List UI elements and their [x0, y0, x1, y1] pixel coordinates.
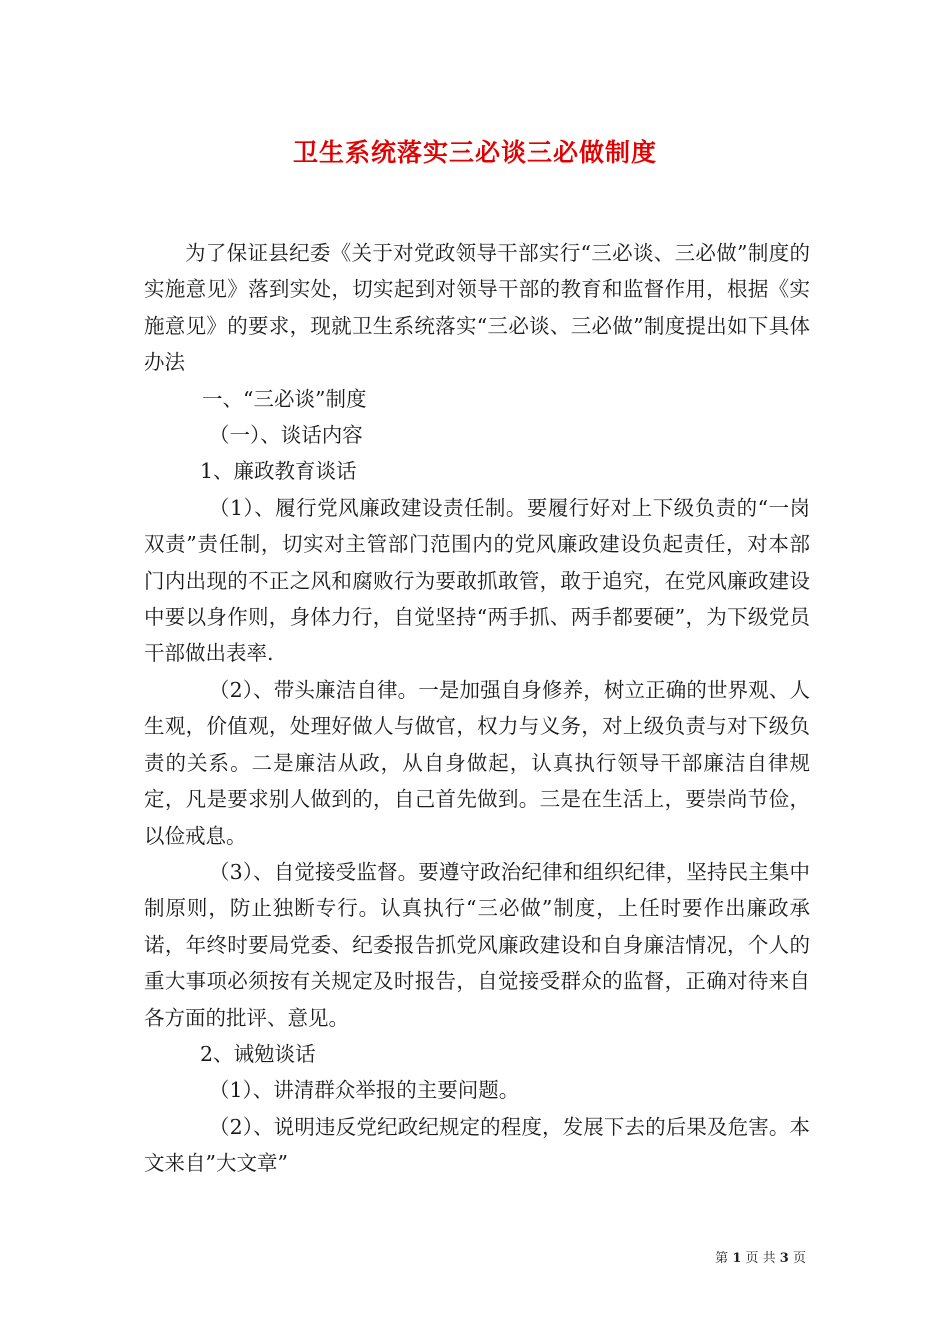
- item-heading-2: 2、诫勉谈话: [200, 1041, 316, 1066]
- paragraph-item-1-3: （3）、自觉接受监督。要遵守政治纪律和组织纪律，坚持民主集中制原则，防止独断专行。认真执行“三必做”制度，上任时要作出廉政承诺，年终时要局党委、纪委报告抓党风廉政建设和自身廉洁情况，个人的重大事项必须按有关规定及时报告，自觉接受群众的监督，正确对待来自各方面的批评、意见。: [144, 859, 810, 1030]
- footer-total-pages: 3: [779, 1251, 789, 1266]
- paragraph-item-1-2: （2）、带头廉洁自律。一是加强自身修养，树立正确的世界观、人生观，价值观，处理好做人与做官，权力与义务，对上级负责与对下级负责的关系。二是廉洁从政，从自身做起，认真执行领导干部廉洁自律规定，凡是要求别人做到的，自己首先做到。三是在生活上，要崇尚节俭，以俭戒息。: [144, 677, 810, 848]
- footer-suffix: 页: [792, 1251, 806, 1266]
- section-heading: 一、“三必谈”制度: [202, 386, 367, 411]
- paragraph-item-2-1: （1）、讲清群众举报的主要问题。: [209, 1078, 520, 1103]
- paragraph-item-1-1: （1）、履行党风廉政建设责任制。要履行好对上下级负责的“一岗双责”责任制，切实对主管部门范围内的党风廉政建设负起责任，对本部门内出现的不正之风和腐败行为要敢抓敢管，敢于追究，在党风廉政建设中要以身作则，身体力行，自觉坚持“两手抓、两手都要硬”，为下级党员干部做出表率.: [144, 495, 810, 666]
- subsection-heading: （一）、谈话内容: [209, 423, 363, 448]
- footer-current-page: 1: [732, 1251, 742, 1266]
- intro-paragraph: 为了保证县纪委《关于对党政领导干部实行“三必谈、三必做”制度的实施意见》落到实处，切实起到对领导干部的教育和监督作用，根据《实施意见》的要求，现就卫生系统落实“三必谈、三必做”制度提出如下具体办法: [144, 241, 810, 375]
- paragraph-item-2-2: （2）、说明违反党纪政纪规定的程度，发展下去的后果及危害。本文来自”大文章”: [144, 1114, 810, 1176]
- footer-prefix: 第: [715, 1251, 729, 1266]
- footer-middle: 页 共: [745, 1251, 776, 1266]
- item-heading: 1、廉政教育谈话: [200, 459, 357, 484]
- page-footer: [715, 1247, 806, 1266]
- document-title: 卫生系统落实三必谈三必做制度: [292, 138, 657, 167]
- document-body: [144, 235, 810, 1182]
